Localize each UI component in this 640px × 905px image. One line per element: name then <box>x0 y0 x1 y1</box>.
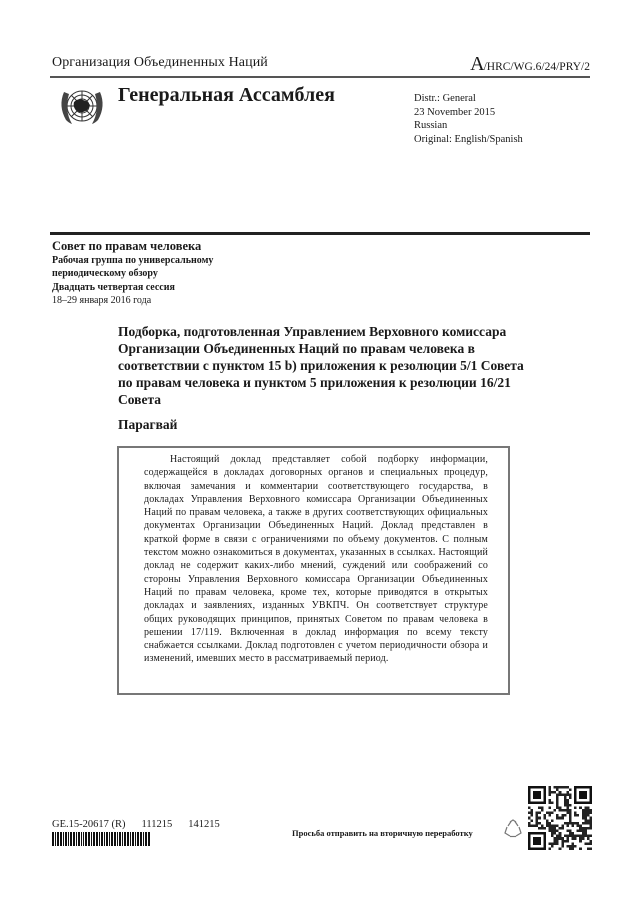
job-number-code: GE.15-20617 (R) <box>52 819 126 830</box>
council-block <box>52 240 213 308</box>
document-title: Подборка, подготовленная Управлением Верховного комиссара Организации Объединенных Наций по правам человека в соответствии с пунктом 15 b) приложения к резолюции 5/1 Совета по правам человека и пунктом 5 приложения к резолюции 16/21 Совета <box>118 324 524 407</box>
section-rule <box>50 232 590 235</box>
session: Двадцать четвертая сессия <box>52 281 175 293</box>
symbol-prefix: A <box>470 53 484 75</box>
recycle-icon <box>502 818 524 840</box>
distr-language: Russian <box>414 120 448 131</box>
session-dates: 18–29 января 2016 года <box>52 295 152 306</box>
working-group-line2: периодическому обзору <box>52 268 158 279</box>
recycle-text: Просьба отправить на вторичную переработку <box>292 828 473 838</box>
document-symbol <box>470 53 590 76</box>
qr-code-icon <box>528 786 592 850</box>
distr-status: Distr.: General <box>414 93 476 104</box>
job-number <box>52 819 236 830</box>
working-group-line1: Рабочая группа по универсальному <box>52 254 214 266</box>
date-code-2: 141215 <box>188 819 220 830</box>
summary-text: Настоящий доклад представляет собой подборку информации, содержащейся в докладах договорных органов и специальных процедур, включая замечания и комментарии соответствующего государства, в докладах Управления Верховного комиссара Организации Объединенных Наций по правам человека, а также в других соответствующих официальных документах Организации Объединенных Наций. Доклад представлен в краткой форме в связи с ограничениями по объему документов. С полным текстом можно ознакомиться в документах, указанных в ссылках. Настоящий доклад не содержит каких-либо мнений, суждений или соображений со стороны Управления Верховного комиссара Организации Объединенных Наций по правам человека, кроме тех, которые приводятся в открытых докладах и заявлениях, изданных УВКПЧ. Он соответствует структуре общих руководящих принципов, принятых Советом по правам человека в решении 17/119. Включенная в доклад информация по всему тексту снабжается ссылками. Доклад подготовлен с учетом периодичности обзора и изменений, имевших место в рассматриваемый период. <box>144 454 488 665</box>
distr-date: 23 November 2015 <box>414 106 496 118</box>
organization-name: Организация Объединенных Наций <box>52 55 268 70</box>
date-code-1: 111215 <box>141 819 173 830</box>
header-rule <box>50 76 590 78</box>
symbol-rest: /HRC/WG.6/24/PRY/2 <box>483 61 590 73</box>
country-name: Парагвай <box>118 417 178 432</box>
body-title: Генеральная Ассамблея <box>118 84 335 106</box>
distribution-block <box>414 92 523 146</box>
barcode-icon <box>52 832 160 846</box>
un-emblem-icon <box>54 82 110 130</box>
council-name: Совет по правам человека <box>52 239 202 253</box>
distr-original: Original: English/Spanish <box>414 133 523 145</box>
